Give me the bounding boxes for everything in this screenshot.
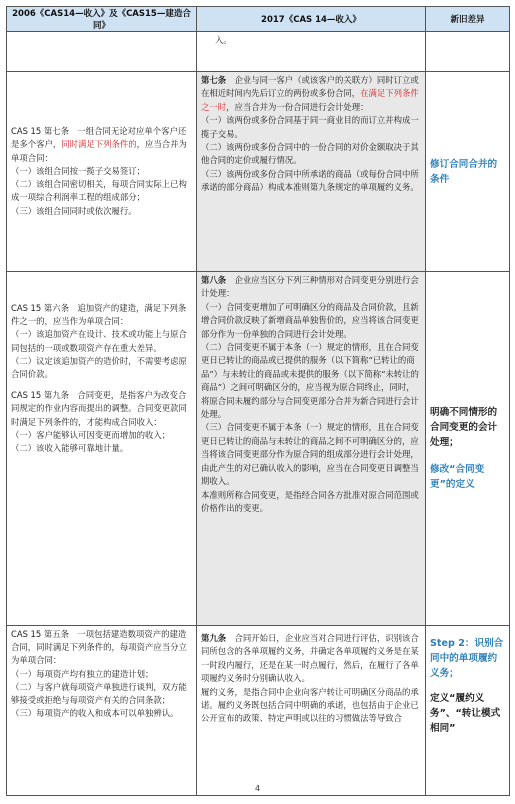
new-paragraph: 第九条 合同开始日，企业应当对合同进行评估，识别该合同所包含的各单项履约义务，并确定各单项履约义务是在某一时段内履行，还是在某一时点履行，然后，在履行了各单项履约义务时分别确认收入。 bbox=[201, 633, 419, 684]
old-item: （一）客户能够认可因变更而增加的收入； bbox=[11, 429, 171, 440]
new-paragraph: 履约义务，是指合同中企业向客户转让可明确区分商品的承诺。履约义务既包括合同中明确的承诺，也包括由于企业已公开宣布的政策、特定声明或以往的习惯做法等导致合 bbox=[201, 686, 419, 724]
diff-cell bbox=[426, 272, 510, 626]
new-cell bbox=[197, 272, 426, 626]
document-page bbox=[6, 6, 509, 786]
table-header-row bbox=[7, 7, 510, 32]
difference-note: 修订合同合并的条件 bbox=[430, 158, 498, 185]
old-paragraph: CAS 15 第六条 追加资产的建造，满足下列条件之一的，应当作为单项合同： bbox=[11, 303, 187, 327]
article-title: 第七条 bbox=[201, 75, 227, 85]
article-title: 第八条 bbox=[201, 275, 227, 285]
new-item: （一）该两份或多份合同基于同一商业目的而订立并构成一揽子交易。 bbox=[201, 115, 419, 139]
new-item: （三）合同变更不属于本条（一）规定的情形，且在合同变更日已转让的商品与未转让的商品之间不可明确区分的，应当将该合同变更部分作为原合同的组成部分进行会计处理，由此产生的对已确认收入的影响，应当在合同变更日调整当期收入。 bbox=[201, 422, 419, 487]
page-number: 4 bbox=[254, 784, 261, 793]
old-item: （一）每项资产均有独立的建造计划； bbox=[11, 668, 154, 679]
new-item: （一）合同变更增加了可明确区分的商品及合同价款，且新增合同价款反映了新增商品单独售价的，应当将该合同变更部分作为一份单独的合同进行会计处理。 bbox=[201, 301, 419, 339]
old-item: （二）该组合同密切相关，每项合同实际上已构成一项综合利润率工程的组成部分； bbox=[11, 179, 187, 203]
old-item: （二）该收入能够可靠地计量。 bbox=[11, 443, 129, 454]
header-new-standard: 2017《CAS 14—收入》 bbox=[197, 7, 426, 32]
old-cell bbox=[7, 272, 197, 626]
difference-note: Step 2：识别合同中的单项履约义务； bbox=[430, 638, 504, 679]
highlight-text: 在满足下列条件之一时 bbox=[201, 88, 419, 112]
new-paragraph: 本准则所称合同变更，是指经合同各方批准对原合同范围或价格作出的变更。 bbox=[201, 489, 419, 513]
comparison-table bbox=[6, 6, 510, 796]
old-cell bbox=[7, 32, 197, 72]
difference-note: 修改“合同变更”的定义 bbox=[430, 464, 485, 490]
new-item: （二）合同变更不属于本条（一）规定的情形，且在合同变更日已转让的商品或已提供的服务（以下简称“已转让的商品”）与未转让的商品或未提供的服务（以下简称“未转让的商品”）之间可明确区分的，应当视为原合同终止，同时，将原合同未履约部分与合同变更部分合并为新合同进行会计处理。 bbox=[201, 342, 419, 420]
table-row bbox=[7, 272, 510, 626]
continuation-text: 入。 bbox=[215, 35, 232, 45]
new-cell bbox=[197, 72, 426, 272]
old-item: （一）该组合同按一揽子交易签订； bbox=[11, 165, 145, 176]
old-item: （二）与客户就每项资产单独进行谈判，双方能够接受或拒绝与每项资产有关的合同条款； bbox=[11, 681, 187, 706]
old-item: （一）该追加资产在设计、技术或功能上与原合同包括的一项或数项资产存在重大差异。 bbox=[11, 329, 187, 353]
new-cell bbox=[197, 626, 426, 796]
new-item: （三）该两份或多份合同中所承诺的商品（或每份合同中所承诺的部分商品）构成本准则第九条规定的单项履约义务。 bbox=[201, 168, 419, 193]
table-row bbox=[7, 72, 510, 272]
old-item: （三）该组合同同时或依次履行。 bbox=[11, 205, 137, 216]
new-cell bbox=[197, 32, 426, 72]
old-item: （三）每项资产的收入和成本可以单独辨认。 bbox=[11, 708, 179, 719]
article-title: 第九条 bbox=[201, 633, 227, 643]
old-cell bbox=[7, 72, 197, 272]
new-paragraph: 第七条 企业与同一客户（或该客户的关联方）同时订立或在相近时间内先后订立的两份或多份合同，在满足下列条件之一时，应当合并为一份合同进行会计处理： bbox=[201, 75, 419, 112]
header-differences: 新旧差异 bbox=[426, 7, 510, 32]
header-old-standard: 2006《CAS14—收入》及《CAS15—建造合同》 bbox=[7, 7, 197, 32]
highlight-text: 同时满足下列条件的 bbox=[61, 139, 137, 150]
difference-note: 明确不同情形的合同变更的会计处理； bbox=[430, 407, 498, 448]
table-row bbox=[7, 32, 510, 72]
old-cell bbox=[7, 626, 197, 796]
new-item: （二）该两份或多份合同中的一份合同的对价金额取决于其他合同的定价或履行情况。 bbox=[201, 142, 419, 166]
diff-cell bbox=[426, 32, 510, 72]
difference-note: 定义“履约义务”、“转让模式相同” bbox=[430, 693, 501, 734]
old-paragraph: CAS 15 第五条 一项包括建造数项资产的建造合同，同时满足下列条件的，每项资产应当分立为单项合同： bbox=[11, 629, 187, 666]
diff-cell bbox=[426, 72, 510, 272]
old-paragraph: CAS 15 第七条 一组合同无论对应单个客户还是多个客户，同时满足下列条件的，应当合并为单项合同： bbox=[11, 126, 187, 163]
new-paragraph: 第八条 企业应当区分下列三种情形对合同变更分别进行会计处理： bbox=[201, 275, 419, 299]
diff-cell bbox=[426, 626, 510, 796]
old-item: （二）议定该追加资产的造价时，不需要考虑原合同价款。 bbox=[11, 355, 187, 380]
table-row bbox=[7, 626, 510, 796]
old-paragraph: CAS 15 第九条 合同变更，是指客户为改变合同规定的作业内容而提出的调整。合同变更款同时满足下列条件的，才能构成合同收入： bbox=[11, 390, 187, 427]
